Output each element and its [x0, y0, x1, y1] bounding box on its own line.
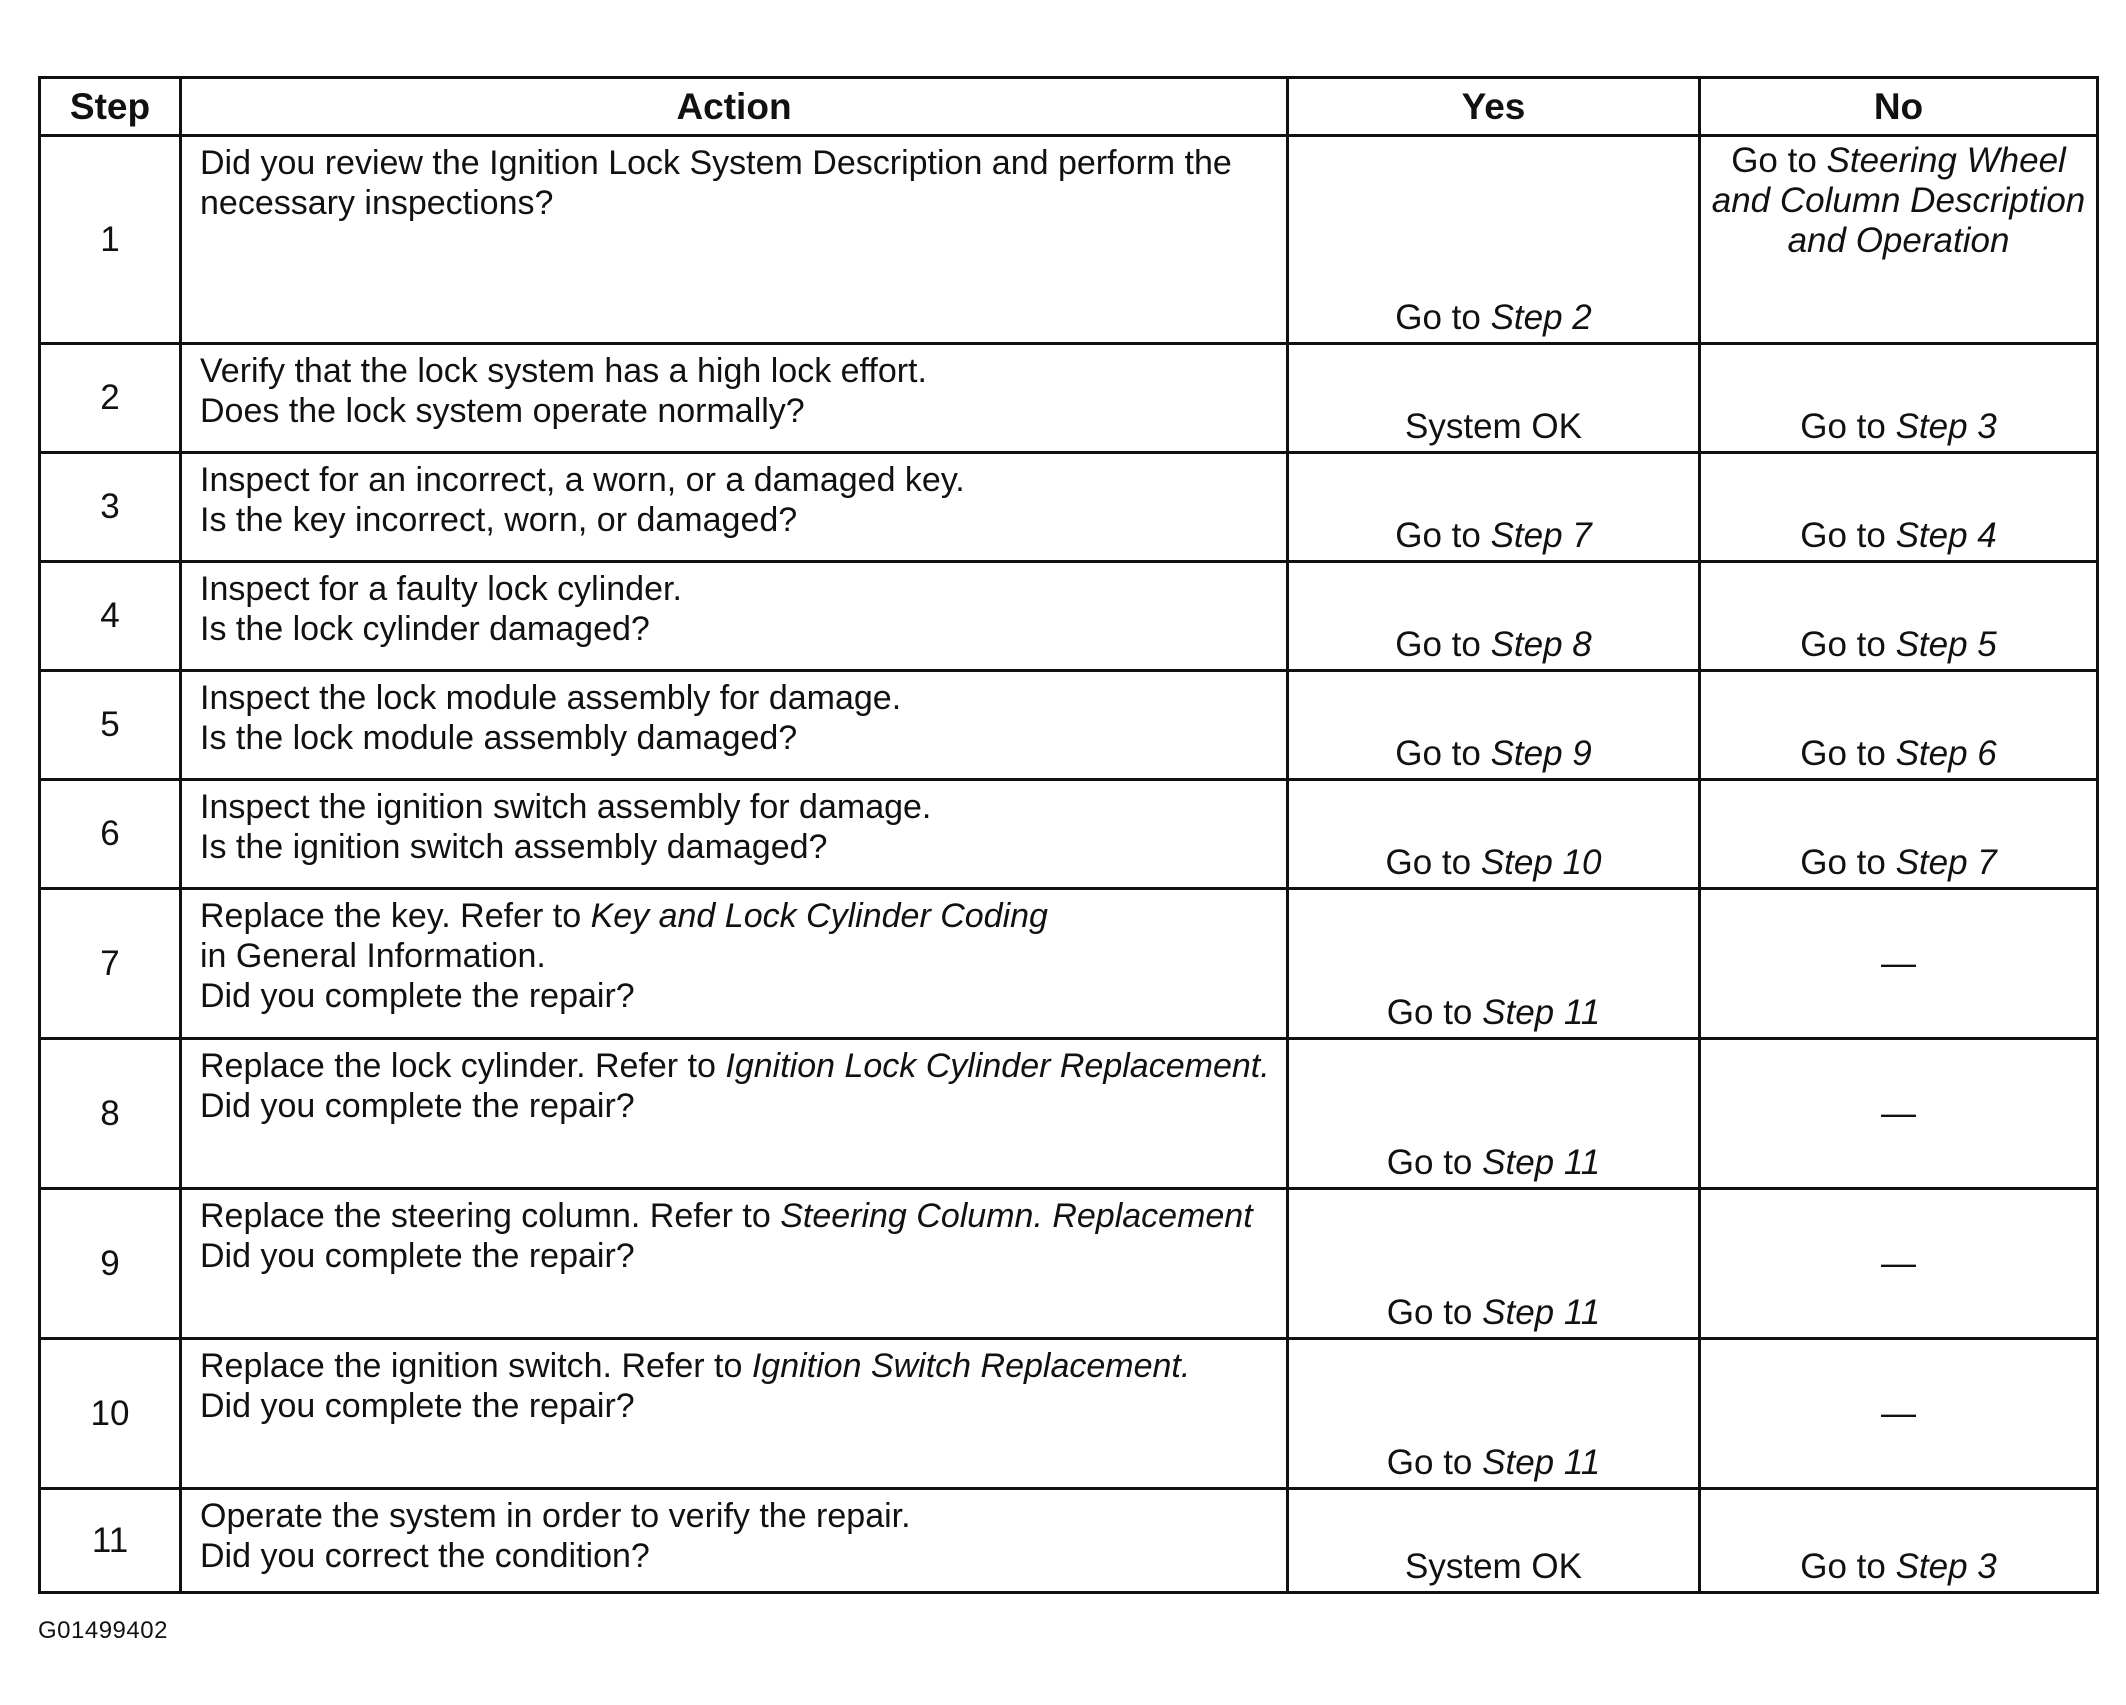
header-yes: Yes — [1288, 78, 1700, 136]
diagnostic-table — [38, 76, 2099, 1594]
instruction-reference-link[interactable]: Key and Lock Cylinder Coding — [590, 897, 1048, 935]
yes-cell: System OK — [1288, 344, 1700, 453]
table-row — [40, 1489, 2098, 1593]
yes-cell — [1288, 1039, 1700, 1189]
no-cell — [1700, 671, 2098, 780]
yes-cell — [1288, 889, 1700, 1039]
action-cell — [181, 1189, 1288, 1339]
yes-step-link[interactable]: Step 11 — [1482, 1293, 1601, 1332]
yes-prefix: Go to — [1395, 298, 1491, 337]
step-number: 4 — [40, 562, 181, 671]
table-row — [40, 136, 2098, 344]
no-prefix: Go to — [1800, 843, 1896, 882]
table-row — [40, 344, 2098, 453]
table-row — [40, 562, 2098, 671]
diagnostic-document — [38, 76, 2096, 1594]
yes-prefix: Go to — [1386, 1293, 1483, 1332]
no-cell: — — [1700, 1189, 2098, 1339]
action-instruction — [200, 890, 1272, 976]
step-number: 2 — [40, 344, 181, 453]
no-cell: — — [1700, 889, 2098, 1039]
header-action: Action — [181, 78, 1288, 136]
action-instruction: Operate the system in order to verify the repair. — [200, 1497, 911, 1535]
yes-step-link[interactable]: Step 8 — [1490, 625, 1592, 664]
instruction-prefix: Replace the lock cylinder. Refer to — [200, 1047, 726, 1085]
no-cell — [1700, 344, 2098, 453]
action-instruction: Verify that the lock system has a high lock effort. — [200, 352, 927, 390]
step-number: 3 — [40, 453, 181, 562]
action-instruction — [200, 1340, 1272, 1386]
instruction-reference-link[interactable]: Steering Column. Replacement — [780, 1197, 1253, 1235]
no-prefix: Go to — [1800, 516, 1896, 555]
no-step-link[interactable]: Step 3 — [1895, 1547, 1997, 1586]
no-cell — [1700, 1489, 2098, 1593]
yes-step-link[interactable]: Step 11 — [1482, 1443, 1601, 1482]
instruction-prefix: Replace the ignition switch. Refer to — [200, 1347, 752, 1385]
action-question: Did you complete the repair? — [200, 1387, 635, 1425]
no-prefix: Go to — [1800, 734, 1896, 773]
yes-step-link[interactable]: Step 9 — [1490, 734, 1592, 773]
yes-cell — [1288, 1339, 1700, 1489]
step-number: 6 — [40, 780, 181, 889]
no-prefix: Go to — [1800, 407, 1896, 446]
table-row — [40, 889, 2098, 1039]
no-prefix: Go to — [1731, 141, 1827, 180]
action-instruction — [200, 1190, 1272, 1236]
no-reference-link[interactable]: Steering Wheel and Column Description and Operation — [1711, 141, 2086, 260]
action-question: Did you complete the repair? — [200, 977, 635, 1015]
no-cell — [1700, 562, 2098, 671]
table-row — [40, 1189, 2098, 1339]
action-instruction: Inspect the lock module assembly for damage. — [200, 679, 902, 717]
instruction-reference-link[interactable]: Ignition Lock Cylinder Replacement. — [725, 1047, 1270, 1085]
yes-step-link[interactable]: Step 7 — [1490, 516, 1592, 555]
action-question: Is the key incorrect, worn, or damaged? — [200, 501, 798, 539]
action-cell — [181, 780, 1288, 889]
no-prefix: Go to — [1800, 625, 1896, 664]
action-question: Did you complete the repair? — [200, 1087, 635, 1125]
yes-prefix: Go to — [1386, 1443, 1483, 1482]
action-cell — [181, 889, 1288, 1039]
action-instruction: Inspect the ignition switch assembly for damage. — [200, 788, 932, 826]
step-number: 11 — [40, 1489, 181, 1593]
yes-cell — [1288, 780, 1700, 889]
table-row — [40, 780, 2098, 889]
action-instruction: Inspect for an incorrect, a worn, or a damaged key. — [200, 461, 965, 499]
step-number: 9 — [40, 1189, 181, 1339]
yes-step-link[interactable]: Step 10 — [1480, 843, 1602, 882]
no-cell: — — [1700, 1339, 2098, 1489]
no-step-link[interactable]: Step 5 — [1895, 625, 1997, 664]
yes-prefix: Go to — [1395, 516, 1491, 555]
no-step-link[interactable]: Step 6 — [1895, 734, 1997, 773]
instruction-prefix: Replace the key. Refer to — [200, 897, 591, 935]
header-step: Step — [40, 78, 181, 136]
no-cell: — — [1700, 1039, 2098, 1189]
yes-prefix: Go to — [1395, 625, 1491, 664]
yes-step-link[interactable]: Step 2 — [1490, 298, 1592, 337]
action-cell — [181, 1339, 1288, 1489]
table-row — [40, 1039, 2098, 1189]
yes-cell — [1288, 1189, 1700, 1339]
step-number: 5 — [40, 671, 181, 780]
action-question: Is the lock module assembly damaged? — [200, 719, 798, 757]
step-number: 7 — [40, 889, 181, 1039]
action-question: Is the lock cylinder damaged? — [200, 610, 650, 648]
action-cell — [181, 1489, 1288, 1593]
table-row — [40, 1339, 2098, 1489]
action-question: Is the ignition switch assembly damaged? — [200, 828, 828, 866]
yes-cell: System OK — [1288, 1489, 1700, 1593]
yes-prefix: Go to — [1395, 734, 1491, 773]
action-question: Did you correct the condition? — [200, 1537, 650, 1575]
action-cell — [181, 562, 1288, 671]
no-step-link[interactable]: Step 4 — [1895, 516, 1997, 555]
yes-cell — [1288, 671, 1700, 780]
yes-step-link[interactable]: Step 11 — [1482, 993, 1601, 1032]
yes-prefix: Go to — [1386, 993, 1483, 1032]
action-cell — [181, 453, 1288, 562]
instruction-prefix: Replace the steering column. Refer to — [200, 1197, 781, 1235]
action-instruction — [200, 1040, 1272, 1086]
step-number: 8 — [40, 1039, 181, 1189]
no-cell — [1700, 136, 2098, 344]
header-no: No — [1700, 78, 2098, 136]
action-instruction: Inspect for a faulty lock cylinder. — [200, 570, 682, 608]
yes-step-link[interactable]: Step 11 — [1482, 1143, 1601, 1182]
yes-cell — [1288, 453, 1700, 562]
action-question: Did you complete the repair? — [200, 1237, 635, 1275]
no-cell — [1700, 780, 2098, 889]
instruction-suffix: in General Information. — [200, 937, 546, 975]
action-question: Did you review the Ignition Lock System Description and perform the necessary inspections? — [200, 144, 1232, 222]
table-row — [40, 453, 2098, 562]
yes-prefix: Go to — [1385, 843, 1481, 882]
yes-cell — [1288, 562, 1700, 671]
action-cell — [181, 344, 1288, 453]
action-cell — [181, 671, 1288, 780]
step-number: 10 — [40, 1339, 181, 1489]
table-header-row — [40, 78, 2098, 136]
yes-cell — [1288, 136, 1700, 344]
table-row — [40, 671, 2098, 780]
no-prefix: Go to — [1800, 1547, 1896, 1586]
action-cell — [181, 136, 1288, 344]
no-step-link[interactable]: Step 3 — [1895, 407, 1997, 446]
yes-prefix: Go to — [1386, 1143, 1483, 1182]
instruction-reference-link[interactable]: Ignition Switch Replacement. — [751, 1347, 1191, 1385]
no-step-link[interactable]: Step 7 — [1895, 843, 1997, 882]
action-question: Does the lock system operate normally? — [200, 392, 805, 430]
no-cell — [1700, 453, 2098, 562]
figure-id: G01499402 — [38, 1617, 168, 1644]
action-cell — [181, 1039, 1288, 1189]
step-number: 1 — [40, 136, 181, 344]
